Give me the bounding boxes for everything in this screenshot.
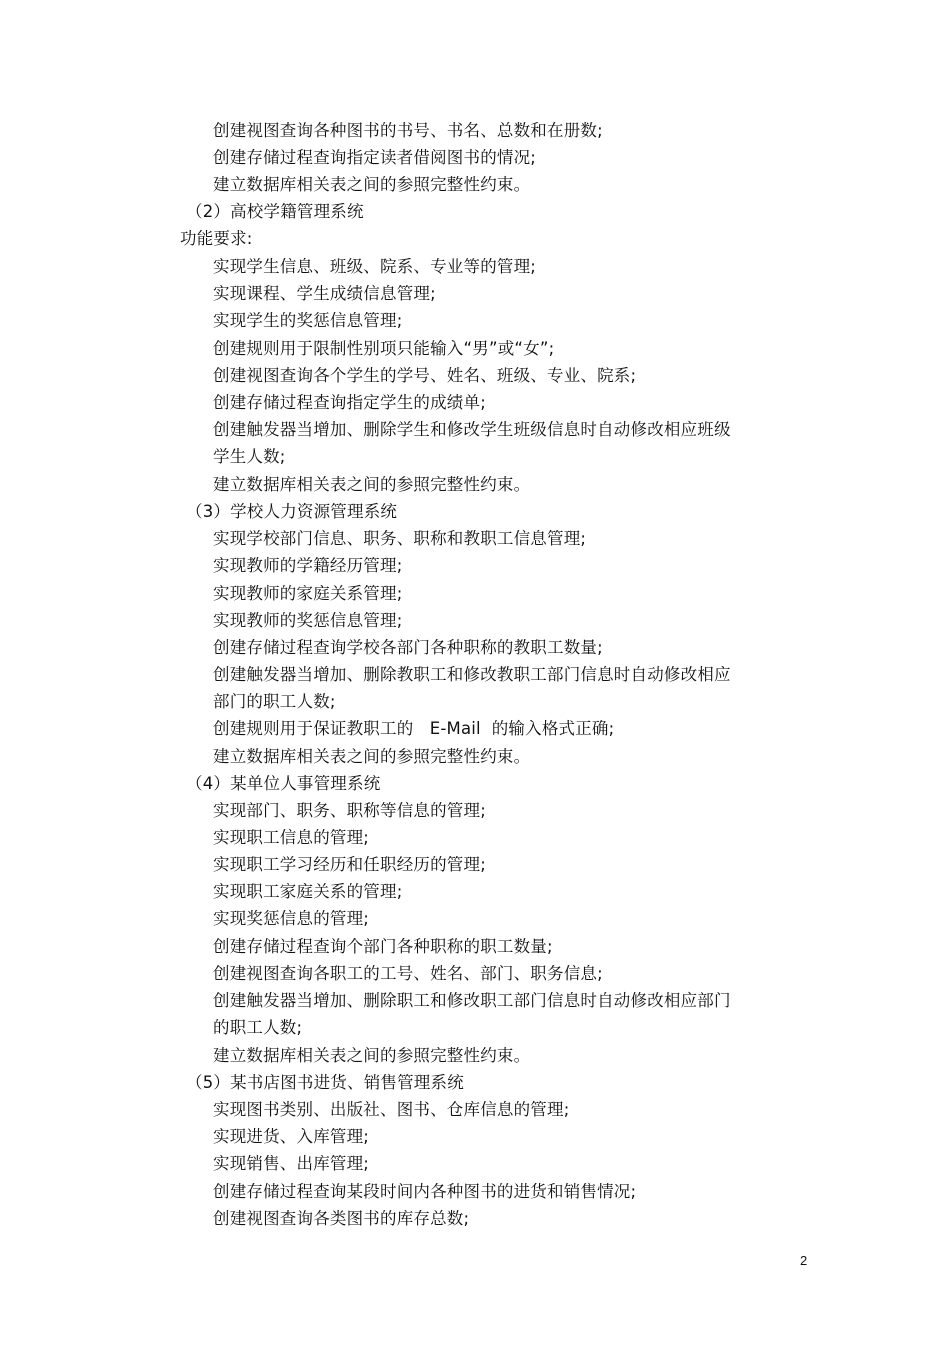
text-line: 实现职工学习经历和任职经历的管理; [213, 855, 486, 874]
text-line: 实现学生的奖惩信息管理; [213, 311, 403, 330]
text-line: 实现职工信息的管理; [213, 828, 370, 847]
section-heading: （5）某书店图书进货、销售管理系统 [186, 1073, 464, 1092]
text-line: 创建触发器当增加、删除职工和修改职工部门信息时自动修改相应部门 [213, 991, 731, 1010]
page-number: 2 [800, 1253, 808, 1268]
text-line: 建立数据库相关表之间的参照完整性约束。 [213, 475, 531, 494]
text-line: 创建存储过程查询指定读者借阅图书的情况; [213, 148, 537, 167]
text-line: 创建视图查询各类图书的库存总数; [213, 1209, 470, 1228]
text-line: 实现奖惩信息的管理; [213, 909, 370, 928]
text-line: 建立数据库相关表之间的参照完整性约束。 [213, 747, 531, 766]
text-line: 实现销售、出库管理; [213, 1154, 370, 1173]
text-line: 创建存储过程查询某段时间内各种图书的进货和销售情况; [213, 1182, 637, 1201]
text-line: 实现学校部门信息、职务、职称和教职工信息管理; [213, 529, 587, 548]
text-line: 创建存储过程查询学校各部门各种职称的教职工数量; [213, 638, 603, 657]
text-line: 实现课程、学生成绩信息管理; [213, 284, 436, 303]
requirements-label: 功能要求: [180, 229, 253, 248]
text-line: 实现部门、职务、职称等信息的管理; [213, 801, 486, 820]
text-line: 实现职工家庭关系的管理; [213, 882, 403, 901]
text-line: 实现教师的学籍经历管理; [213, 556, 403, 575]
text-line: 实现进货、入库管理; [213, 1127, 370, 1146]
text-line: 创建视图查询各个学生的学号、姓名、班级、专业、院系; [213, 366, 637, 385]
text-line: 实现图书类别、出版社、图书、仓库信息的管理; [213, 1100, 570, 1119]
text-line: 创建触发器当增加、删除教职工和修改教职工部门信息时自动修改相应 [213, 665, 731, 684]
text-line: 部门的职工人数; [213, 692, 336, 711]
text-line: 实现教师的奖惩信息管理; [213, 611, 403, 630]
text-line: 的职工人数; [213, 1018, 303, 1037]
text-line: 学生人数; [213, 447, 286, 466]
text-line: 创建存储过程查询个部门各种职称的职工数量; [213, 937, 553, 956]
text-line: 创建规则用于保证教职工的 E-Mail 的输入格式正确; [213, 719, 615, 738]
text-line: 建立数据库相关表之间的参照完整性约束。 [213, 175, 531, 194]
text-line: 创建视图查询各职工的工号、姓名、部门、职务信息; [213, 964, 603, 983]
text-line: 建立数据库相关表之间的参照完整性约束。 [213, 1046, 531, 1065]
text-line: 实现教师的家庭关系管理; [213, 584, 403, 603]
text-line: 创建存储过程查询指定学生的成绩单; [213, 393, 486, 412]
section-heading: （2）高校学籍管理系统 [186, 202, 364, 221]
text-line: 创建规则用于限制性别项只能输入“男”或“女”; [213, 339, 555, 358]
text-line: 实现学生信息、班级、院系、专业等的管理; [213, 257, 537, 276]
section-heading: （4）某单位人事管理系统 [186, 774, 381, 793]
text-line: 创建触发器当增加、删除学生和修改学生班级信息时自动修改相应班级 [213, 420, 731, 439]
section-heading: （3）学校人力资源管理系统 [186, 502, 398, 521]
text-line: 创建视图查询各种图书的书号、书名、总数和在册数; [213, 121, 603, 140]
